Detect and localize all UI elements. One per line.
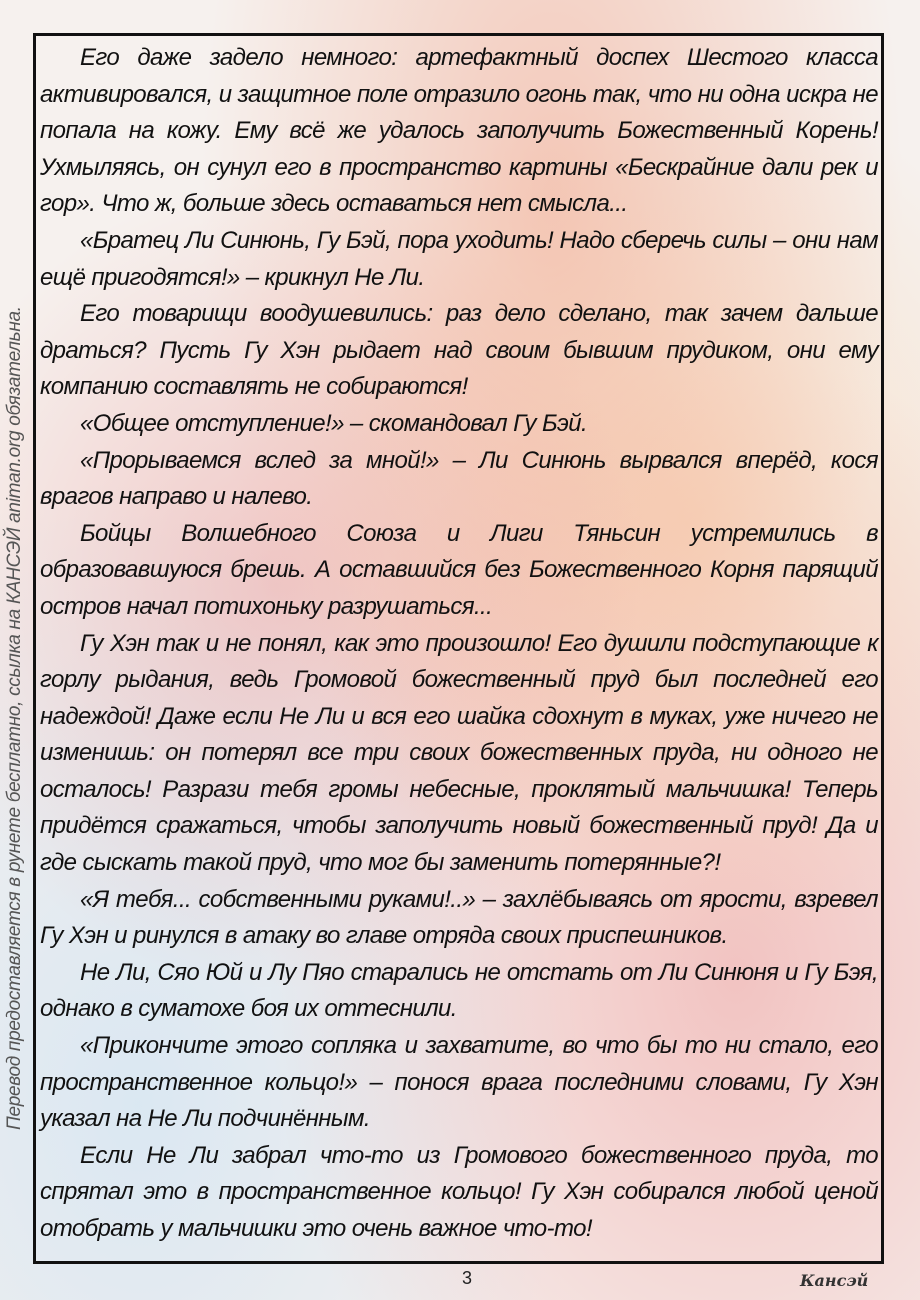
translation-note: Перевод предоставляется в рунете бесплатно, ссылка на КАНСЭЙ animan.org обязательна. <box>4 306 25 1130</box>
paragraph: «Братец Ли Синюнь, Гу Бэй, пора уходить! Надо сберечь силы – они нам ещё пригодятся!» – крикнул Не Ли. <box>40 226 878 291</box>
paragraph: Его даже задело немного: артефактный доспех Шестого класса активировался, и защитное поле отразило огонь так, что ни одна искра не попала на кожу. Ему всё же удалось заполучить Божественный Корень! Ухмыляясь, он сунул его в пространство картины «Бескрайние дали рек и гор». Что ж, больше здесь оставаться нет смысла... <box>40 44 878 218</box>
paragraph: Если Не Ли забрал что-то из Громового божественного пруда, то спрятал это в пространственное кольцо! Гу Хэн собирался любой ценой отобрать у мальчишки это очень важное что-то! <box>40 1141 878 1242</box>
kansei-logo: Кансэй <box>800 1271 869 1290</box>
paragraph: «Я тебя... собственными руками!..» – захлёбываясь от ярости, взревел Гу Хэн и ринулся в атаку во главе отряда своих приспешников. <box>40 885 878 950</box>
page-number: 3 <box>462 1268 473 1288</box>
body-text <box>40 40 878 1248</box>
paragraph: Бойцы Волшебного Союза и Лиги Тяньсин устремились в образовавшуюся брешь. А оставшийся без Божественного Корня парящий остров начал потихоньку разрушаться... <box>40 519 878 620</box>
paragraph: Не Ли, Сяо Юй и Лу Пяо старались не отстать от Ли Синюня и Гу Бэя, однако в суматохе боя их оттеснили. <box>40 958 878 1023</box>
paragraph: «Общее отступление!» – скомандовал Гу Бэй. <box>80 409 588 437</box>
paragraph: «Прорываемся вслед за мной!» – Ли Синюнь вырвался вперёд, кося врагов направо и налево. <box>40 446 878 511</box>
paragraph: Гу Хэн так и не понял, как это произошло! Его душили подступающие к горлу рыдания, ведь Громовой божественный пруд был последней его надеждой! Даже если Не Ли и вся его шайка сдохнут в муках, уже ничего не изменишь: он потерял все три своих божественных пруда, ни одного не осталось! Разрази тебя громы небесные, проклятый мальчишка! Теперь придётся сражаться, чтобы заполучить новый божественный пруд! Да и где сыскать такой пруд, что мог бы заменить потерянные?! <box>40 629 878 877</box>
paragraph: Его товарищи воодушевились: раз дело сделано, так зачем дальше драться? Пусть Гу Хэн рыдает над своим бывшим прудиком, они ему компанию составлять не собираются! <box>40 300 878 401</box>
paragraph: «Прикончите этого сопляка и захватите, во что бы то ни стало, его пространственное кольцо!» – понося врага последними словами, Гу Хэн указал на Не Ли подчинённым. <box>40 1032 878 1133</box>
